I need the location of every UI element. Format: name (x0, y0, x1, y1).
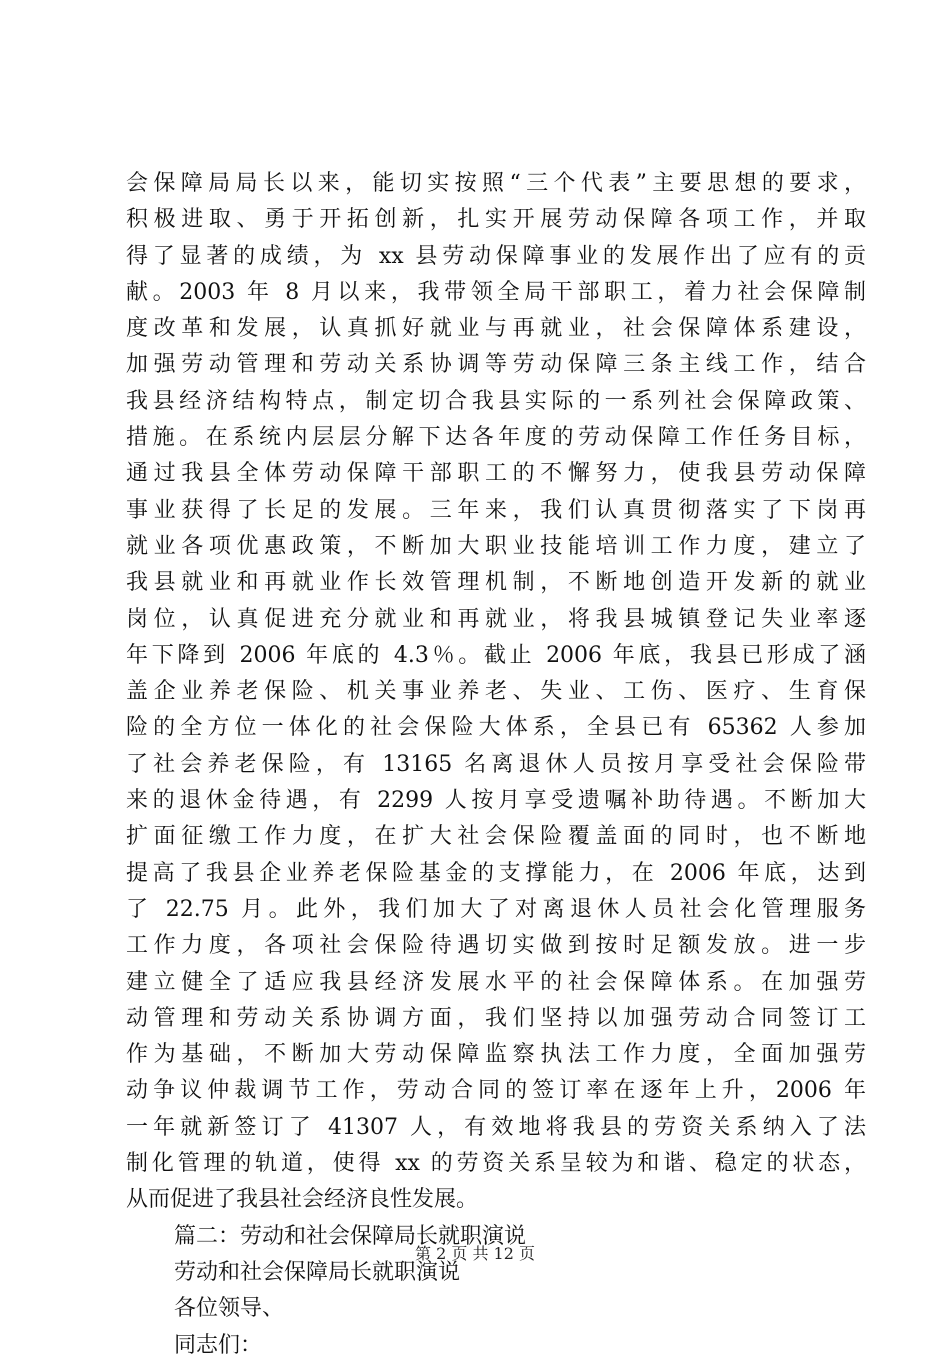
paragraph-line: 来的退休金待遇，有 2299 人按月享受遗嘱补助待遇。不断加大 (126, 788, 866, 814)
paragraph-line: 献。2003 年 8 月以来，我带领全局干部职工，着力社会保障制 (126, 279, 866, 305)
paragraph-line: 通过我县全体劳动保障干部职工的不懈努力，使我县劳动保障 (126, 461, 866, 487)
section-heading: 篇二：劳动和社会保障局长就职演说 (174, 1223, 527, 1249)
paragraph-line: 提高了我县企业养老保险基金的支撑能力，在 2006 年底，达到 (126, 860, 866, 886)
paragraph-line: 得了显著的成绩，为 xx 县劳动保障事业的发展作出了应有的贡 (126, 243, 866, 269)
paragraph-line: 建立健全了适应我县经济发展水平的社会保障体系。在加强劳 (126, 969, 866, 995)
paragraph-line: 工作力度，各项社会保险待遇切实做到按时足额发放。进一步 (126, 933, 866, 959)
paragraph-line: 度改革和发展，认真抓好就业与再就业，社会保障体系建设， (126, 316, 866, 342)
paragraph-line: 措施。在系统内层层分解下达各年度的劳动保障工作任务目标， (126, 425, 866, 451)
paragraph-line: 我县经济结构特点，制定切合我县实际的一系列社会保障政策、 (126, 388, 866, 414)
salutation-comrades: 同志们： (174, 1332, 263, 1358)
paragraph-line: 作为基础，不断加大劳动保障监察执法工作力度，全面加强劳 (126, 1042, 866, 1068)
paragraph-line: 动管理和劳动关系协调方面，我们坚持以加强劳动合同签订工 (126, 1005, 866, 1031)
page-number-footer: 第 2 页 共 12 页 (415, 1244, 535, 1263)
paragraph-line: 积极进取、勇于开拓创新，扎实开展劳动保障各项工作，并取 (126, 207, 866, 233)
paragraph-line: 一年就新签订了 41307 人，有效地将我县的劳资关系纳入了法 (126, 1114, 866, 1140)
paragraph-line: 加强劳动管理和劳动关系协调等劳动保障三条主线工作，结合 (126, 352, 866, 378)
paragraph-line: 年下降到 2006 年底的 4.3％。截止 2006 年底，我县已形成了涵 (126, 642, 866, 668)
paragraph-line: 了 22.75 月。此外，我们加大了对离退休人员社会化管理服务 (126, 896, 866, 922)
paragraph-line: 扩面征缴工作力度，在扩大社会保险覆盖面的同时，也不断地 (126, 824, 866, 850)
paragraph-line: 了社会养老保险，有 13165 名离退休人员按月享受社会保险带 (126, 751, 866, 777)
paragraph-line: 从而促进了我县社会经济良性发展。 (126, 1187, 479, 1213)
salutation-leaders: 各位领导、 (174, 1296, 285, 1322)
paragraph-line: 事业获得了长足的发展。三年来，我们认真贯彻落实了下岗再 (126, 497, 866, 523)
body-text (126, 166, 866, 1364)
paragraph-line: 就业各项优惠政策，不断加大职业技能培训工作力度，建立了 (126, 533, 866, 559)
paragraph-line: 动争议仲裁调节工作，劳动合同的签订率在逐年上升，2006 年 (126, 1078, 866, 1104)
paragraph-line: 险的全方位一体化的社会保险大体系，全县已有 65362 人参加 (126, 715, 866, 741)
paragraph-line: 制化管理的轨道，使得 xx 的劳资关系呈较为和谐、稳定的状态， (126, 1151, 866, 1177)
paragraph-line: 岗位，认真促进充分就业和再就业，将我县城镇登记失业率逐 (126, 606, 866, 632)
paragraph-line: 会保障局局长以来，能切实按照“三个代表”主要思想的要求， (126, 171, 866, 196)
speech-title: 劳动和社会保障局长就职演说 (174, 1259, 461, 1285)
paragraph-line: 我县就业和再就业作长效管理机制，不断地创造开发新的就业 (126, 570, 866, 596)
paragraph-line: 盖企业养老保险、机关事业养老、失业、工伤、医疗、生育保 (126, 679, 866, 705)
